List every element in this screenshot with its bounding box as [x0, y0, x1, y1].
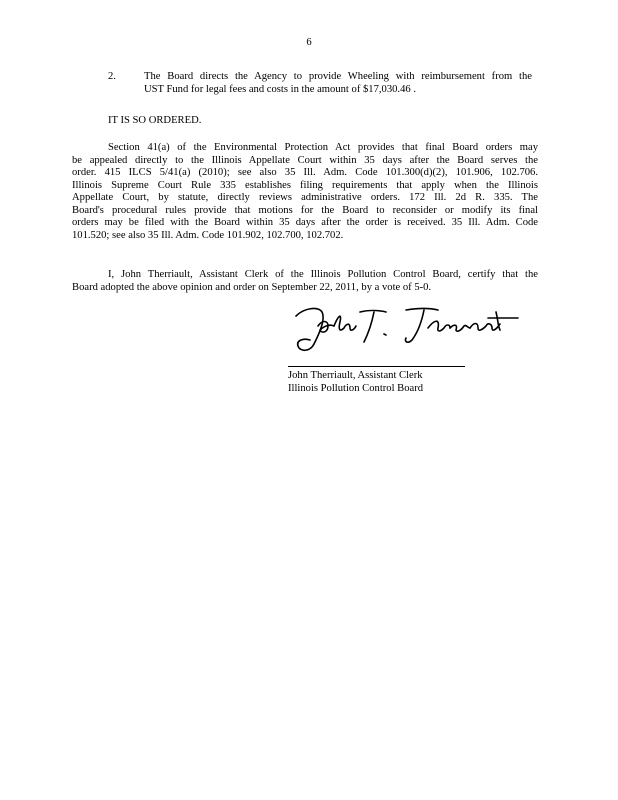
appeal-paragraph: [72, 142, 538, 242]
item-number: 2.: [108, 71, 116, 82]
page-number: 6: [306, 37, 312, 48]
text-line: Board adopted the above opinion and order on September 22, 2011, by a vote of 5-0.: [72, 281, 432, 293]
text-line: Section 41(a) of the Environmental Protection Act provides that final Board orders may: [108, 142, 538, 153]
text-line: be appealed directly to the Illinois Appellate Court within 35 days after the Board serves the: [72, 154, 538, 166]
signer-organization: Illinois Pollution Control Board: [288, 382, 424, 394]
item-text: [144, 71, 532, 96]
signer-name: John Therriault, Assistant Clerk: [288, 370, 423, 381]
text-line: Board's procedural rules provide that motions for the Board to reconsider or modify its final: [72, 204, 538, 216]
text-line: orders may be filed with the Board within 35 days after the order is received. 35 Ill. Adm. Code: [72, 217, 538, 228]
it-is-so-ordered: IT IS SO ORDERED.: [108, 115, 202, 126]
certification-paragraph: [72, 269, 538, 294]
text-line: I, John Therriault, Assistant Clerk of the Illinois Pollution Control Board, certify that the: [108, 269, 538, 280]
text-line: The Board directs the Agency to provide Wheeling with reimbursement from the: [144, 71, 532, 82]
text-line: Appellate Court, by statute, directly reviews administrative orders. 172 Ill. 2d R. 335. The: [72, 192, 538, 203]
text-line: order. 415 ILCS 5/41(a) (2010); see also 35 Ill. Adm. Code 101.300(d)(2), 101.906, 102.706.: [72, 167, 538, 178]
text-line: UST Fund for legal fees and costs in the amount of $17,030.46 .: [144, 83, 416, 95]
signer-block: [288, 370, 423, 395]
handwritten-signature: [288, 302, 520, 356]
text-line: Illinois Supreme Court Rule 335 establishes filing requirements that apply when the Illinois: [72, 179, 538, 191]
text-line: 101.520; see also 35 Ill. Adm. Code 101.902, 102.700, 102.702.: [72, 229, 344, 241]
signature-line: [288, 366, 465, 367]
